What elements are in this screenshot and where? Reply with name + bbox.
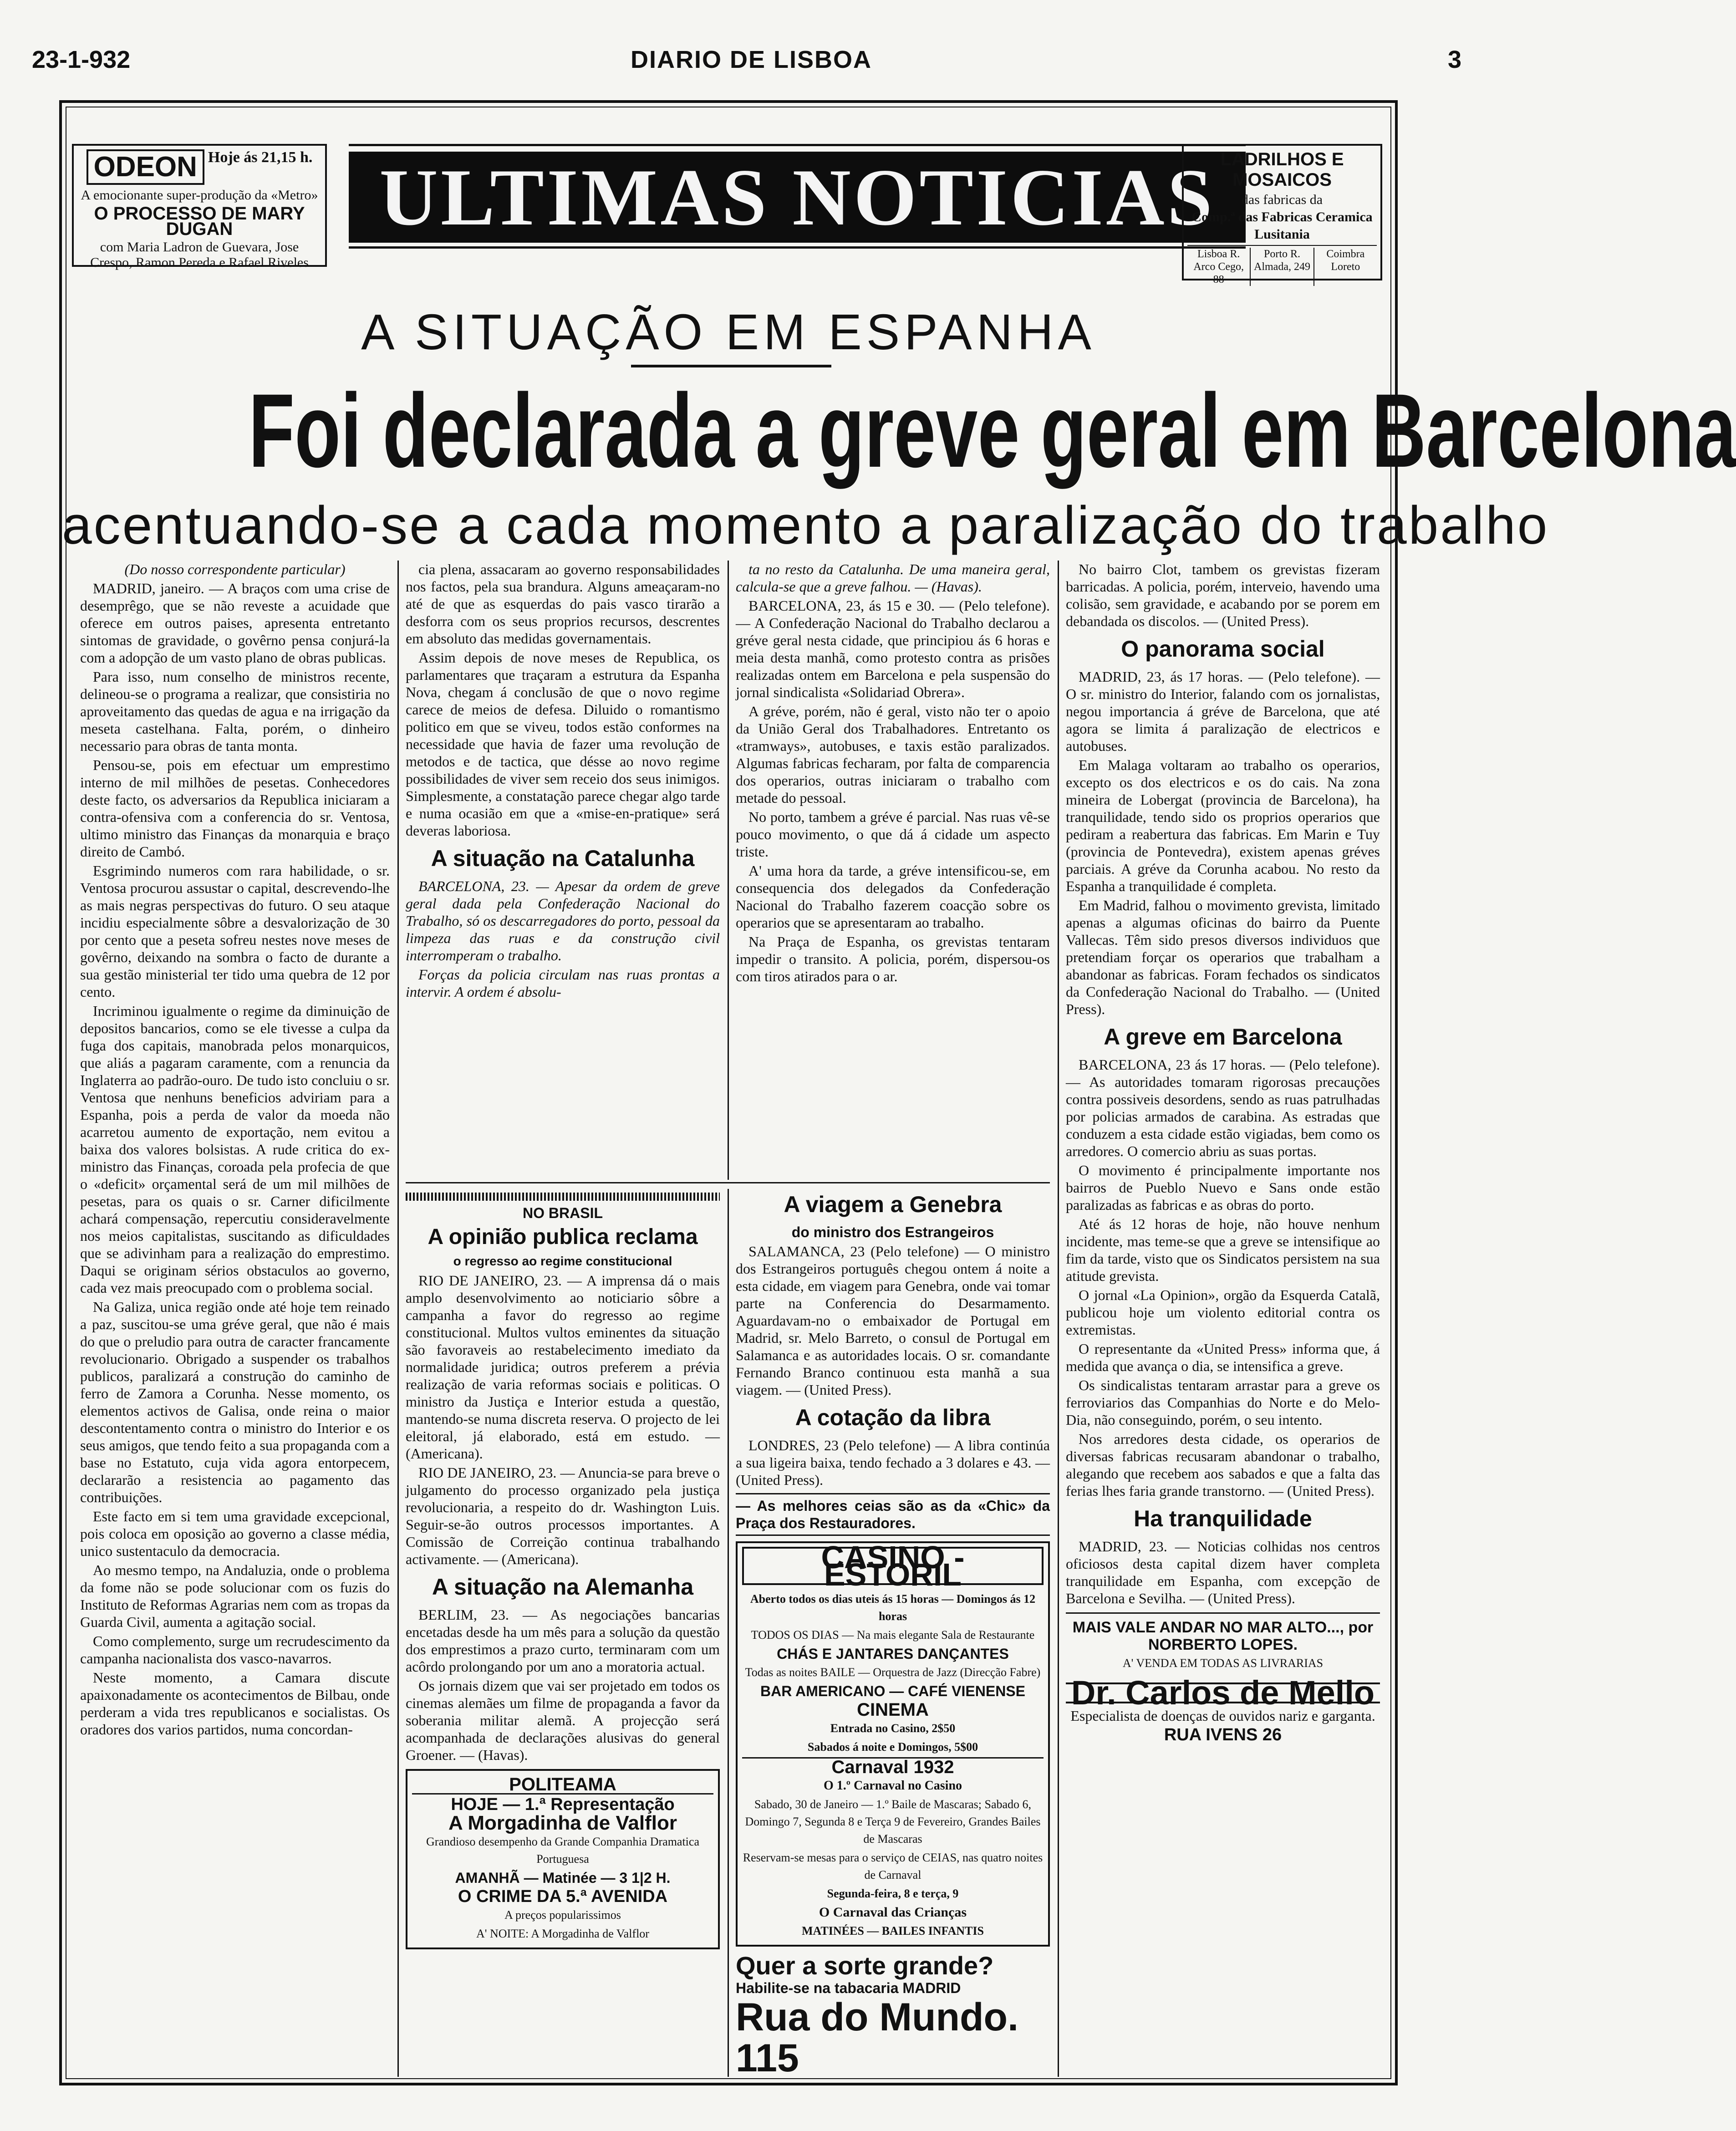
col1-paragraph: Incriminou igualmente o regime da diminuição de depositos bancarios, como se ele tivesse a culpa da fuga dos capitais, manobrada pelos monarquicos, que aliás a pagaram caramente, com a renuncia da Inglaterra ao padrão-ouro. De tudo isto concluiu o sr. Ventosa que nenhuns beneficios adviriam para a Espanha, pois a perda de valor da moeda não acarretou aumento de exportação, nem evitou a baixa dos valores bolsistas. A rude critica do ex-ministro das Finanças, coroada pela profecia de que o «deficit» orçamental será de um mil milhões de pesetas, para os quais o sr. Carner dificilmente achará compensação, repercutiu consideravelmente nos meios capitalistas, suscitando as dificuldades que se adivinham para a realização do emprestimo. Daqui se originam sérios obstaculos ao governo, cada vez mais preocupado com o problema social. — [80, 1003, 390, 1296]
col2-paragraph: cia plena, assacaram ao governo responsabilidades nos factos, pela sua brandura. Alguns ameaçaram-no até de que as esquerdas do pais vasco tirarão a desforra com os seus proprios recursos, descrentes em absoluto das medidas governamentais. — [406, 561, 720, 647]
brasil-paragraph: RIO DE JANEIRO, 23. — A imprensa dá o mais amplo desenvolvimento ao noticiario sôbre a campanha a favor do regresso ao regime constitucional. Multos vultos eminentes da situação são favoraveis ao restabelecimento imediato da normalidade juridica; outros preferem a prévia realização de varia reformas sociais e politicas. O ministro da Justiça e Interior estuda a questão, mantendo-se numa discreta reserva. O projecto de lei eleitoral, já elaborado, está em estudo. — (Americana). — [406, 1272, 720, 1462]
greve-paragraph: Até ás 12 horas de hoje, não houve nenhum incidente, mas teme-se que a greve se intensifique ao fim da tarde, visto que os Sindicatos persistem na sua atitude grevista. — [1066, 1216, 1380, 1284]
column-4 — [1066, 561, 1380, 2077]
col2-paragraph: Assim depois de nove meses de Republica, os parlamentares que traçaram a estrutura da Espanha Nova, chegam á conclusão de que o novo regime carece de meios de defesa. Diluido o romantismo politico em que se viveu, todos estão conformes na necessidade que havia de fazer uma revolução de metodos e de tactica, que désse ao novo regime possibilidades de viver sem receio dos seus inimigos. Simplesmente, a constatação parece chegar algo tarde e numa ocasião em que a «mise-en-pratique» será deveras laboriosa. — [406, 649, 720, 839]
page-header — [32, 46, 1461, 91]
casino-l3: CHÁS E JANTARES DANÇANTES — [777, 1646, 1009, 1662]
genebra-title: A viagem a Genebra — [784, 1192, 1002, 1217]
genebra-sub: do ministro dos Estrangeiros — [791, 1224, 994, 1240]
greve-paragraph: O movimento é principalmente importante nos bairros de Pueblo Nuevo e Sans onde estão paralizadas as fabricas e as obras do porto. — [1066, 1162, 1380, 1213]
chic-ad: — As melhores ceias são as da «Chic» da Praça dos Restauradores. — [736, 1493, 1050, 1536]
ladrilhos-l2: Comp.ª das Fabricas Ceramica — [1191, 209, 1373, 224]
newspaper-title: DIARIO DE LISBOA — [630, 46, 872, 73]
col1-paragraph: MADRID, janeiro. — A braços com uma crise de desemprêgo, que se não reveste a acuidade que oferece em outros paises, apresenta entretanto sintomas de gravidade, o govêrno pensa conjurá-la com a adopção de um vasto plano de obras publicas. — [80, 580, 390, 666]
ladrilhos-lisboa: Lisboa R. Arco Cego, 88 — [1187, 248, 1251, 286]
ladrilhos-l1: das fabricas da — [1241, 192, 1323, 207]
casino-l7: Entrada no Casino, 2$50 — [830, 1722, 956, 1735]
casino-l13: Segunda-feira, 8 e terça, 9 — [827, 1887, 959, 1900]
alemanha-paragraph: Os jornais dizem que vai ser projetado em todos os cinemas alemães um filme de propaganda a favor da soberania militar alemã. A projecção será acompanhada de declarações alusivas do general Groener. — (Havas). — [406, 1677, 720, 1763]
odeon-film: O PROCESSO DE MARY DUGAN — [94, 204, 305, 239]
greve-barcelona-title: A greve em Barcelona — [1104, 1024, 1342, 1050]
panorama-title: O panorama social — [1121, 636, 1325, 662]
odeon-name: ODEON — [87, 149, 204, 185]
main-headline: Foi declarada a greve geral em Barcelona — [248, 372, 1736, 489]
politeama-l4: AMANHÃ — Matinée — 3 1|2 H. — [455, 1870, 671, 1886]
casino-l15: MATINÉES — BAILES INFANTIS — [802, 1924, 984, 1937]
casino-l4: Todas as noites BAILE — Orquestra de Jazz (Direcção Fabre) — [745, 1666, 1041, 1679]
col1-paragraph: Pensou-se, pois em efectuar um emprestimo interno de mil milhões de pesetas. Conhecedores deste facto, os adversarios da Republica iniciaram a contra-ofensiva com a conferencia do sr. Ventosa, ultimo ministro das Finanças da monarquia e braço direito de Cambó. — [80, 757, 390, 860]
catalunha-paragraph: Forças da policia circulam nas ruas prontas a intervir. A ordem é absolu- — [406, 966, 720, 1000]
ultimas-noticias-masthead — [349, 144, 1246, 249]
column-1 — [80, 561, 390, 2077]
sorte-ad — [736, 1952, 1050, 2079]
page-number: 3 — [1447, 46, 1461, 73]
greve-paragraph: O jornal «La Opinion», orgão da Esquerda Catalã, publicou hoje um violento editorial contra os extremistas. — [1066, 1287, 1380, 1338]
sorte-l3: Rua do Mundo. 115 — [736, 1995, 1018, 2080]
col1-paragraph: Neste momento, a Camara discute apaixonadamente os acontecimentos de Bilbau, onde perderam a vida tres republicanos e socialistas. Os oradores dos varios partidos, numa concordan- — [80, 1669, 390, 1738]
libra-title: A cotação da libra — [795, 1405, 991, 1430]
politeama-l3: Grandioso desempenho da Grande Companhia Dramatica Portuguesa — [426, 1835, 699, 1866]
politeama-l2: A Morgadinha de Valflor — [448, 1812, 677, 1834]
column-divider — [1058, 561, 1059, 2077]
col3-paragraph: BARCELONA, 23, ás 15 e 30. — (Pelo telefone). — A Confederação Nacional do Trabalho declarou a gréve geral nesta cidade, que principiou ás 6 horas e meia desta manhã, como protesto contra as prisões realizadas ontem em Barcelona e pela suspensão do jornal sindicalista «Solidariad Obrera». — [736, 597, 1050, 700]
panorama-paragraph: Em Malaga voltaram ao trabalho os operarios, excepto os dos electricos e os do cais. Na zona mineira de Lobergat (provincia de Barcelona), ha tranquilidade, tendo sido os proprios operarios que pediram a reabertura das fabricas. Em Marin e Tuy (provincia de Pontevedra), existem apenas gréves parciais. A gréve da Corunha acabou. No resto da Espanha a tranquilidade é completa. — [1066, 757, 1380, 894]
alemanha-paragraph: BERLIM, 23. — As negociações bancarias encetadas desde ha um mês para a solução da questão dos emprestimos a prazo curto, terminaram com um acôrdo prolongando por um ano a moratoria actual. — [406, 1606, 720, 1675]
greve-paragraph: O representante da «United Press» informa que, á medida que avança o dia, se intensifica a greve. — [1066, 1341, 1380, 1374]
libra-paragraph: LONDRES, 23 (Pelo telefone) — A libra continúa a sua ligeira baixa, tendo fechado a 3 dolares e 43. — (United Press). — [736, 1437, 1050, 1488]
casino-l12: Reservam-se mesas para o serviço de CEIAS, nas quatro noites de Carnaval — [743, 1851, 1043, 1881]
col3-paragraph: A gréve, porém, não é geral, visto não ter o apoio da União Geral dos Trabalhadores. Entretanto os «tramways», autobuses, e taxis estão paralizados. Algumas fabricas fecharam, por falta de comparencia dos operarios, outras iniciaram o trabalho com metade do pessoal. — [736, 703, 1050, 806]
livro-sale: A' VENDA EM TODAS AS LIVRARIAS — [1122, 1657, 1324, 1670]
odeon-line1: A emocionante super-produção da «Metro» — [81, 188, 318, 203]
ladrilhos-porto: Porto R. Almada, 249 — [1251, 248, 1314, 286]
tranquilidade-paragraph: MADRID, 23. — Noticias colhidas nos centros oficiosos desta capital dizem haver completa tranquilidade em Espanha, com excepção de Barcelona e Sevilha. — (United Press). — [1066, 1538, 1380, 1606]
issue-date: 23-1-932 — [32, 46, 131, 73]
col3-paragraph: ta no resto da Catalunha. De uma maneira geral, calcula-se que a greve falhou. — (Havas). — [736, 561, 1050, 595]
politeama-l5: O CRIME DA 5.ª AVENIDA — [458, 1887, 668, 1906]
politeama-l7: A' NOITE: A Morgadinha de Valflor — [476, 1927, 649, 1940]
col1-paragraph: Esgrimindo numeros com rara habilidade, o sr. Ventosa procurou assustar o capital, descrevendo-lhe as mais negras perspectivas do futuro. O seu ataque incidiu especialmente sôbre a desvalorização de 30 por cento que a peseta sofreu nestes nove meses de govêrno, deixando na sombra o facto de durante a sua gestão ministerial ter tido uma quebra de 12 por cento. — [80, 862, 390, 1000]
livro-ad — [1066, 1612, 1380, 1677]
kicker-rule — [631, 365, 831, 367]
column-divider — [397, 561, 399, 2077]
catalunha-title: A situação na Catalunha — [431, 846, 695, 871]
livro-title: MAIS VALE ANDAR NO MAR ALTO..., por NORBERTO LOPES. — [1072, 1619, 1374, 1653]
casino-l1: Aberto todos os dias uteis ás 15 horas — Domingos ás 12 horas — [750, 1592, 1036, 1623]
brasil-paragraph: RIO DE JANEIRO, 23. — Anuncia-se para breve o julgamento do processo organizado pela justiça revolucionaria, a respeito do dr. Washington Luis. Seguir-se-ão outros processos importantes. A Comissão de Correição continua trabalhando activamente. — (Americana). — [406, 1464, 720, 1567]
mello-name: Dr. Carlos de Mello — [1066, 1682, 1380, 1703]
ladrilhos-coimbra: Coimbra Loreto — [1326, 248, 1365, 273]
col1-paragraph: Como complemento, surge um recrudescimento da campanha nacionalista dos vasco-navarros. — [80, 1633, 390, 1667]
col1-paragraph: Este facto em si tem uma gravidade excepcional, pois coloca em oposição ao governo a classe média, unico sustentaculo da democracia. — [80, 1508, 390, 1559]
casino-l11: Sabado, 30 de Janeiro — 1.º Baile de Mascaras; Sabado 6, Domingo 7, Segunda 8 e Terça 9 de Fevereiro, Grandes Bailes de Mascaras — [745, 1798, 1041, 1846]
column-2-top — [406, 561, 720, 1180]
ladrilhos-l3: Lusitania — [1254, 227, 1310, 242]
greve-paragraph: Os sindicalistas tentaram arrastar para a greve os ferroviarios das Companhias do Norte e do Melo-Dia, não conseguindo, porém, o seu intento. — [1066, 1377, 1380, 1428]
byline: (Do nosso correspondente particular) — [124, 561, 346, 577]
casino-l8: Sabados á noite e Domingos, 5$00 — [807, 1740, 978, 1754]
alemanha-title: A situação na Alemanha — [432, 1574, 694, 1600]
column-divider — [728, 561, 729, 1180]
column-3-bottom — [736, 1189, 1050, 2080]
casino-l2: TODOS OS DIAS — Na mais elegante Sala de Restaurante — [751, 1628, 1035, 1642]
politeama-name: POLITEAMA — [412, 1776, 713, 1795]
section-rule — [406, 1182, 1050, 1183]
panorama-paragraph: Em Madrid, falhou o movimento grevista, limitado apenas a algumas oficinas do bairro da Puente Vallecas. Têm sido presos diversos individuos que pretendiam forçar os operarios que trabalham a abandonar as fabricas. Foram fechados os sindicatos da Confederação Nacional do Trabalho. — (United Press). — [1066, 897, 1380, 1017]
greve-paragraph: Nos arredores desta cidade, os operarios de diversas fabricas recusaram abandonar o trabalho, alegando que recebem aos sabados e que a falta das ferias lhes faria grande transtorno. — (United Press). — [1066, 1431, 1380, 1499]
odeon-cast: com Maria Ladron de Guevara, Jose Crespo, Ramon Pereda e Rafael Riveles — [90, 240, 309, 270]
col4-paragraph: No bairro Clot, tambem os grevistas fizeram barricadas. A policia, porém, interveio, havendo uma colisão, sem gravidade, e acabando por se porem em debandada os discolos. — (United Press). — [1066, 561, 1380, 629]
mello-spec: Especialista de doenças de ouvidos nariz e garganta. — [1070, 1708, 1375, 1724]
odeon-ad — [72, 144, 327, 270]
page-frame — [59, 100, 1736, 2085]
brasil-sub: o regresso ao regime constitucional — [453, 1254, 672, 1268]
sub-headline: acentuando-se a cada momento a paralização do trabalho — [62, 495, 1549, 556]
col1-paragraph: Ao mesmo tempo, na Andaluzia, onde o problema da fome não se pode solucionar com os fuzis do Instituto de Reformas Agrarias nem com as tropas da Guarda Civil, aumenta a agitação social. — [80, 1562, 390, 1630]
panorama-paragraph: MADRID, 23, ás 17 horas. — (Pelo telefone). — O sr. ministro do Interior, falando com os jornalistas, negou importancia á gréve de Barcelona, que até agora se limita á paralização de electricos e autobuses. — [1066, 668, 1380, 754]
ladrilhos-ad — [1182, 144, 1382, 285]
greve-paragraph: BARCELONA, 23 ás 17 horas. — (Pelo telefone). — As autoridades tomaram rigorosas precauções contra possiveis desordens, sendo as ruas patrulhadas por policias armados de carabina. As estradas que conduzem a esta cidade estão vigiadas, bem como os arredores. O comercio abriu as suas portas. — [1066, 1056, 1380, 1159]
casino-name: CASINO - ESTORIL — [742, 1547, 1044, 1585]
brasil-rule — [406, 1193, 720, 1201]
col1-paragraph: Na Galiza, unica região onde até hoje tem reinado a paz, suscitou-se uma gréve geral, que não é mais do que o preludio para outra de caracter francamente revolucionario. Obrigado a suspender os trabalhos publicos, paralizará a construção do caminho de ferro de Zamora a Corunha. Nesse momento, os elementos activos de Galisa, onde reina o maior descontentamento contra o ministro do Interior e os seus amigos, que tendo feito a sua propaganda com a base no Estatuto, cuja vida agora entorpecem, declararão a resistencia ao pagamento das contribuições. — [80, 1299, 390, 1505]
ladrilhos-title: LADRILHOS E MOSAICOS — [1220, 149, 1344, 190]
genebra-paragraph: SALAMANCA, 23 (Pelo telefone) — O ministro dos Estrangeiros português chegou ontem á noite a esta cidade, em viagem para Genebra, onde vai tomar parte na Conferencia do Desarmamento. Aguardavam-no o embaixador de Portugal em Madrid, sr. Melo Barreto, o consul de Portugal em Salamanca e as autoridades locais. O sr. comandante Fernando Branco continuou esta manhã a sua viagem. — (United Press). — [736, 1243, 1050, 1398]
catalunha-paragraph: BARCELONA, 23. — Apesar da ordem de greve geral dada pela Confederação Nacional do Trabalho, só os descarregadores do porto, pessoal da limpeza das ruas e da construção civil interromperam o trabalho. — [406, 878, 720, 964]
masthead-text: ULTIMAS NOTICIAS — [349, 152, 1246, 243]
sorte-l1: Quer a sorte grande? — [736, 1951, 994, 1980]
col3-paragraph: Na Praça de Espanha, os grevistas tentaram impedir o transito. A policia, porém, dispersou-os com tiros atirados para o ar. — [736, 933, 1050, 984]
kicker-headline: A SITUAÇÃO EM ESPANHA — [361, 304, 1096, 360]
col3-paragraph: No porto, tambem a gréve é parcial. Nas ruas vê-se pouco movimento, o que dá á cidade um aspecto triste. — [736, 809, 1050, 860]
column-2-bottom — [406, 1189, 720, 2077]
casino-l10: O 1.º Carnaval no Casino — [823, 1779, 962, 1793]
column-divider — [728, 1189, 729, 2077]
col3-paragraph: A' uma hora da tarde, a gréve intensificou-se, em consequencia dos delegados da Confederação Nacional do Trabalho fazerem coacção sobre os operarios que se apresentaram ao trabalho. — [736, 862, 1050, 931]
column-3-top — [736, 561, 1050, 1180]
mello-address: RUA IVENS 26 — [1164, 1725, 1282, 1744]
casino-l9: Carnaval 1932 — [742, 1757, 1044, 1776]
sorte-l2: Habilite-se na tabacaria MADRID — [736, 1980, 961, 1996]
brasil-title: A opinião publica reclama — [428, 1225, 698, 1249]
politeama-l1: HOJE — 1.ª Representação — [451, 1795, 675, 1814]
col1-paragraph: Para isso, num conselho de ministros recente, delineou-se o programa a realizar, que consistiria no aproveitamento das quedas de agua e na irrigação da meseta castelhana. Falta, porém, o dinheiro necessario para obras de tanta monta. — [80, 668, 390, 754]
odeon-time: Hoje ás 21,15 h. — [208, 149, 313, 166]
casino-l6: CINEMA — [857, 1700, 929, 1720]
casino-l5: BAR AMERICANO — CAFÉ VIENENSE — [760, 1683, 1025, 1699]
casino-ad — [736, 1541, 1050, 1947]
tranquilidade-title: Ha tranquilidade — [1134, 1506, 1312, 1531]
brasil-label: NO BRASIL — [523, 1205, 603, 1221]
politeama-ad — [406, 1769, 720, 1949]
politeama-l6: A preços popularissimos — [504, 1908, 621, 1922]
casino-l14: O Carnaval das Crianças — [819, 1905, 967, 1920]
